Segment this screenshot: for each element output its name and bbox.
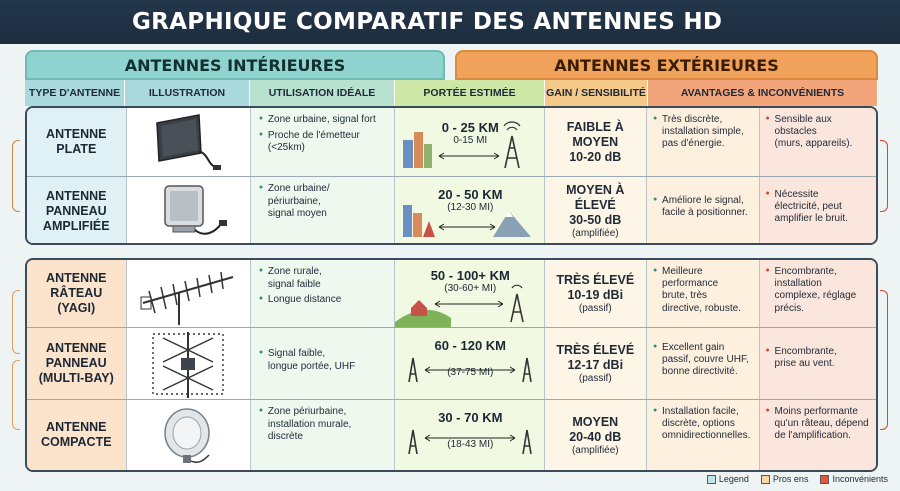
pro-item: ● Installation facile, discrète, options omnidirectionnelles.	[653, 406, 755, 443]
multibay-antenna-icon	[143, 330, 233, 398]
range-mi: (18-43 MI)	[447, 439, 494, 450]
gain-note: (amplifiée)	[571, 228, 619, 239]
section-header-exterior: ANTENNES EXTÉRIEURES	[455, 50, 878, 80]
pro-item: ● Améliore le signal, facile à positionner.	[653, 195, 755, 219]
exterior-group	[25, 258, 878, 472]
gain-cell	[545, 400, 648, 470]
gain-cell	[545, 177, 648, 245]
ideal-use	[251, 177, 395, 245]
con-item: ● Nécessite électricité, peut amplifier le bruit.	[766, 189, 872, 226]
pros-cell	[647, 260, 760, 327]
ideal-use	[251, 260, 395, 327]
table-row	[27, 400, 876, 470]
legend-item	[820, 474, 888, 484]
column-header-gain: GAIN / SENSIBILITÉ	[545, 80, 648, 106]
legend-label: Pros ens	[772, 474, 809, 484]
gain-value: MOYEN À ÉLEVÉ 30-50 dB	[566, 183, 625, 227]
use-item: ● Zone périurbaine, installation murale, discrète	[259, 406, 389, 444]
section-header-interior: ANTENNES INTÉRIEURES	[25, 50, 445, 80]
gain-value: MOYEN 20-40 dB	[569, 414, 622, 444]
range-km: 20 - 50 KM	[438, 187, 503, 202]
gain-value: TRÈS ÉLEVÉ 12-17 dBi	[556, 343, 635, 372]
range-km: 50 - 100+ KM	[430, 268, 510, 283]
gain-note: (passif)	[578, 303, 612, 314]
left-connector	[12, 360, 20, 430]
compact-dish-icon	[143, 403, 233, 467]
column-header-row	[25, 80, 878, 106]
illustration-cell	[127, 108, 251, 176]
con-item: ● Encombrante, prise au vent.	[766, 346, 872, 370]
left-connector	[12, 140, 20, 212]
ideal-use	[251, 108, 395, 176]
range-km: 30 - 70 KM	[438, 410, 503, 425]
left-connector	[12, 290, 20, 354]
range-mi: (30-60+ MI)	[444, 283, 497, 294]
range-km: 0 - 25 KM	[441, 120, 499, 135]
legend-swatch	[707, 475, 716, 484]
con-item: ● Moins performante qu'un râteau, dépend de l'amplification.	[766, 406, 872, 443]
use-item: ● Proche de l'émetteur (<25km)	[259, 130, 389, 155]
legend-swatch	[820, 475, 829, 484]
legend-label: Inconvénients	[832, 474, 888, 484]
pro-item: ● Très discrète, installation simple, pas d'énergie.	[653, 114, 755, 151]
pros-cell	[647, 400, 760, 470]
ideal-use	[251, 400, 395, 470]
table-row	[27, 328, 876, 400]
con-item: ● Encombrante, installation complexe, réglage précis.	[766, 266, 872, 315]
legend-swatch	[761, 475, 770, 484]
pro-item: ● Meilleure performance brute, très directive, robuste.	[653, 266, 755, 315]
range-cell	[395, 108, 544, 176]
legend-item	[761, 474, 809, 484]
cons-cell	[760, 177, 876, 245]
illustration-cell	[127, 260, 251, 327]
gain-cell	[545, 328, 648, 399]
con-item: ● Sensible aux obstacles (murs, appareils).	[766, 114, 872, 151]
column-header-range: PORTÉE ESTIMÉE	[395, 80, 545, 106]
cons-cell	[760, 328, 876, 399]
pros-cell	[647, 108, 760, 176]
antenna-type: ANTENNE COMPACTE	[27, 400, 127, 470]
cons-cell	[760, 108, 876, 176]
legend	[707, 474, 888, 484]
illustration-cell	[127, 400, 251, 470]
cons-cell	[760, 400, 876, 470]
illustration-cell	[127, 328, 251, 399]
right-connector	[880, 290, 888, 430]
pros-cell	[647, 328, 760, 399]
range-km: 60 - 120 KM	[434, 338, 507, 353]
range-cell	[395, 400, 544, 470]
antenna-type: ANTENNE PANNEAU AMPLIFIÉE	[27, 177, 127, 245]
pro-item: ● Excellent gain passif, couvre UHF, bonne directivité.	[653, 342, 755, 379]
use-item: ● Zone rurale, signal faible	[259, 266, 389, 291]
gain-cell	[545, 108, 648, 176]
column-header-type: TYPE D'ANTENNE	[25, 80, 125, 106]
ideal-use	[251, 328, 395, 399]
gain-value: FAIBLE À MOYEN 10-20 dB	[566, 119, 624, 164]
flat-antenna-icon	[143, 111, 233, 173]
cons-cell	[760, 260, 876, 327]
column-header-illustration: ILLUSTRATION	[125, 80, 250, 106]
column-header-use: UTILISATION IDÉALE	[250, 80, 395, 106]
amplified-panel-icon	[143, 180, 233, 242]
use-item: ● Zone urbaine/ périurbaine, signal moyen	[259, 183, 389, 221]
use-item: ● Longue distance	[259, 294, 389, 307]
range-mi: (37-75 MI)	[447, 367, 494, 378]
table-row	[27, 260, 876, 328]
title-bar	[0, 0, 900, 44]
gain-cell	[545, 260, 648, 327]
table-row	[27, 177, 876, 245]
page-title: GRAPHIQUE COMPARATIF DES ANTENNES HD	[132, 9, 723, 35]
range-cell	[395, 260, 544, 327]
interior-group	[25, 106, 878, 245]
illustration-cell	[127, 177, 251, 245]
table-row	[27, 108, 876, 177]
use-item: ● Zone urbaine, signal fort	[259, 114, 389, 127]
pros-cell	[647, 177, 760, 245]
legend-label: Legend	[718, 474, 749, 484]
range-mi: 0-15 MI	[453, 135, 488, 146]
yagi-antenna-icon	[133, 263, 243, 325]
legend-item	[707, 474, 749, 484]
gain-note: (amplifiée)	[571, 444, 619, 456]
column-header-pros-cons: AVANTAGES & INCONVÉNIENTS	[648, 80, 878, 106]
right-connector	[880, 140, 888, 212]
range-cell	[395, 177, 544, 245]
antenna-type: ANTENNE RÂTEAU (YAGI)	[27, 260, 127, 327]
use-item: ● Signal faible, longue portée, UHF	[259, 348, 389, 373]
range-mi: (12-30 MI)	[447, 202, 494, 213]
gain-note: (passif)	[578, 373, 612, 384]
antenna-type: ANTENNE PANNEAU (MULTI-BAY)	[27, 328, 127, 399]
range-cell	[395, 328, 544, 399]
gain-value: TRÈS ÉLEVÉ 10-19 dBi	[556, 273, 635, 302]
antenna-type: ANTENNE PLATE	[27, 108, 127, 176]
